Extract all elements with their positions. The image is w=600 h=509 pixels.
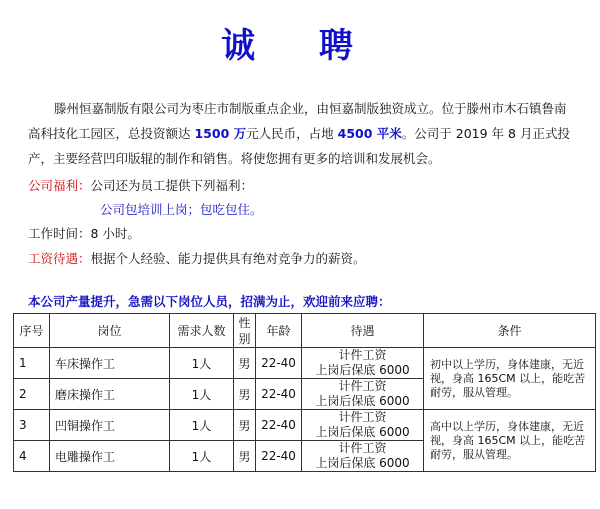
work-time: 工作时间：8 小时。 [28,226,140,241]
header-position: 岗位 [50,314,170,348]
pay-type: 计件工资 [338,410,387,424]
cell-no: 2 [14,379,50,410]
cell-gender: 男 [234,379,256,410]
cell-pay [302,410,424,441]
intro-text-3: 。公司于 2019 年 8 月正式投产，主要经营凹印版辊的制作和销售。将使您拥有更多的培训和发展机会。 [28,126,570,166]
cell-no: 3 [14,410,50,441]
cell-pay [302,441,424,472]
cell-gender: 男 [234,410,256,441]
cell-pay [302,379,424,410]
cell-pay [302,348,424,379]
cell-position: 车床操作工 [50,348,170,379]
company-intro [28,96,576,171]
salary-label: 工资待遇： [28,251,91,266]
jobs-table [13,313,596,472]
salary-text: 根据个人经验、能力提供具有绝对竞争力的薪资。 [90,251,366,266]
table-row [14,348,596,379]
cell-count: 1人 [170,441,234,472]
pay-minimum: 上岗后保底 6000 [315,425,410,439]
cell-count: 1人 [170,348,234,379]
hiring-notice: 本公司产量提升，急需以下岗位人员，招满为止，欢迎前来应聘： [28,294,391,309]
salary-line [28,249,366,267]
cell-age: 22-40 [256,410,302,441]
table-header-row [14,314,596,348]
cell-position: 电雕操作工 [50,441,170,472]
welfare-item: 公司包培训上岗；包吃包住。 [100,202,263,217]
cell-age: 22-40 [256,441,302,472]
pay-minimum: 上岗后保底 6000 [315,456,410,470]
header-gender: 性别 [234,314,256,348]
cell-position: 凹铜操作工 [50,410,170,441]
header-pay: 待遇 [302,314,424,348]
cell-age: 22-40 [256,348,302,379]
header-no: 序号 [14,314,50,348]
cell-gender: 男 [234,441,256,472]
header-count: 需求人数 [170,314,234,348]
cell-count: 1人 [170,410,234,441]
area-size: 4500 平米 [337,126,402,141]
header-age: 年龄 [256,314,302,348]
pay-type: 计件工资 [338,348,387,362]
cell-age: 22-40 [256,379,302,410]
pay-minimum: 上岗后保底 6000 [315,394,410,408]
cell-count: 1人 [170,379,234,410]
intro-text-1: 滕州恒嘉制版有限公司为枣庄市制版重点企业，由恒嘉制版独资成立。位于滕州市木石镇鲁南高科技化工园区，总投资额达 [28,101,567,141]
table-row [14,410,596,441]
investment-amount: 1500 万 [194,126,247,141]
cell-no: 1 [14,348,50,379]
cell-no: 4 [14,441,50,472]
welfare-text: 公司还为员工提供下列福利： [90,178,254,193]
pay-type: 计件工资 [338,379,387,393]
page-title: 诚 聘 [221,26,379,66]
cell-requirements-group-2: 高中以上学历，身体建康，无近视，身高 165CM 以上，能吃苦耐劳，服从管理。 [424,410,596,472]
cell-requirements-group-1: 初中以上学历，身体建康，无近视，身高 165CM 以上，能吃苦耐劳，服从管理。 [424,348,596,410]
cell-position: 磨床操作工 [50,379,170,410]
intro-text-2: 元人民币，占地 [246,126,338,141]
welfare-label: 公司福利： [28,178,91,193]
header-req: 条件 [424,314,596,348]
cell-gender: 男 [234,348,256,379]
pay-minimum: 上岗后保底 6000 [315,363,410,377]
pay-type: 计件工资 [338,441,387,455]
welfare-line [28,176,253,194]
